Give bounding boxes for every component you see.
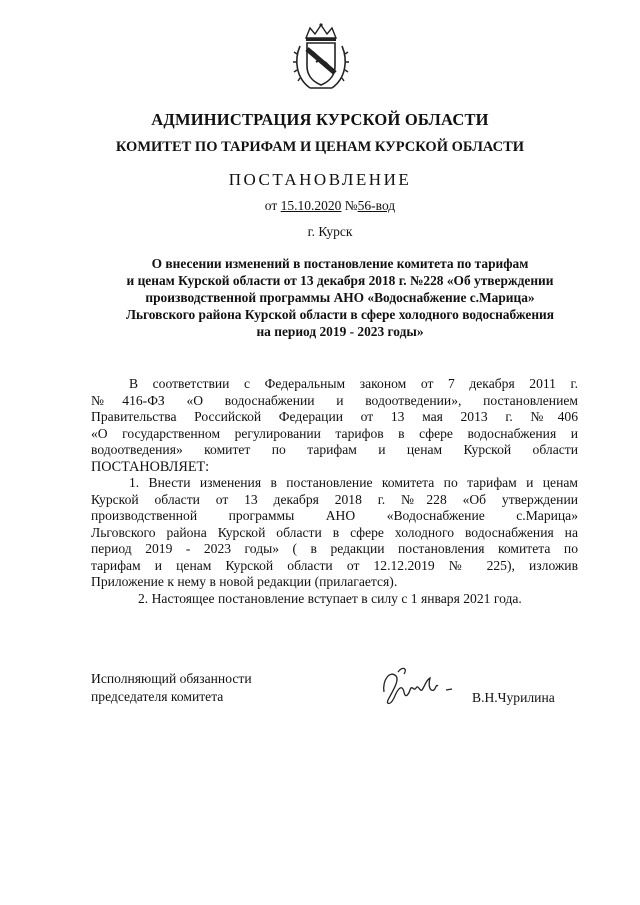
org-sub-heading: КОМИТЕТ ПО ТАРИФАМ И ЦЕНАМ КУРСКОЙ ОБЛАСТИ <box>115 139 525 155</box>
body-line: водоотведения» комитет по тарифам и ценам Курской области <box>91 442 578 457</box>
body-line: период 2019 - 2023 годы» ( в редакции постановления комитета по <box>91 541 578 556</box>
handwritten-signature-icon <box>378 662 468 710</box>
body-line: 2. Настоящее постановление вступает в силу с 1 января 2021 года. <box>138 590 522 606</box>
body-line: Приложение к нему в новой редакции (прилагается). <box>91 574 398 589</box>
position-line: председателя комитета <box>91 689 224 704</box>
body-line: Правительства Российской Федерации от 13 мая 2013 г. №406 <box>91 409 578 424</box>
document-title <box>100 255 580 340</box>
body-line: производственной программы АНО «Водоснабжение с.Марица» <box>91 508 578 523</box>
body-line: тарифам и ценам Курской области от 12.12.2019 № 225), изложив <box>91 557 578 573</box>
city: г. Курск <box>307 224 353 239</box>
body-line: В соответствии с Федеральным законом от 7 декабря 2011 г. <box>129 376 578 391</box>
body-line: Льговского района Курской области в сфере холодного водоснабжения на <box>91 524 578 540</box>
document-date: 15.10.2020 <box>280 198 342 213</box>
position-line: Исполняющий обязанности <box>91 671 252 686</box>
signatory-name: В.Н.Чурилина <box>472 690 555 705</box>
title-line: и ценам Курской области от 13 декабря 2018 г. №228 «Об утверждении <box>126 273 554 288</box>
document-body <box>91 376 578 607</box>
document-type: ПОСТАНОВЛЕНИЕ <box>228 170 412 189</box>
number-prefix: № <box>344 198 358 213</box>
org-main-heading: АДМИНИСТРАЦИЯ КУРСКОЙ ОБЛАСТИ <box>151 110 489 129</box>
title-line: на период 2019 - 2023 годы» <box>256 324 424 339</box>
body-line: №416-ФЗ «О водоснабжении и водоотведении», постановлением <box>91 392 578 408</box>
signatory-position <box>91 670 252 706</box>
title-line: О внесении изменений в постановление комитета по тарифам <box>151 256 529 271</box>
body-line-resolution: ПОСТАНОВЛЯЕТ: <box>91 458 210 475</box>
document-number: 56-вод <box>357 198 396 213</box>
date-prefix: от <box>264 198 278 213</box>
coat-of-arms-icon <box>292 22 350 94</box>
title-line: Льговского района Курской области в сфере холодного водоснабжения <box>125 307 555 322</box>
body-line: 1. Внести изменения в постановление комитета по тарифам и ценам <box>129 475 578 490</box>
body-line: «О государственном регулировании тарифов в сфере водоснабжения и <box>91 425 578 441</box>
title-line: производственной программы АНО «Водоснабжение с.Марица» <box>145 290 535 305</box>
body-line: Курской области от 13 декабря 2018 г. №228 «Об утверждении <box>91 491 578 507</box>
date-number-line <box>10 198 640 214</box>
